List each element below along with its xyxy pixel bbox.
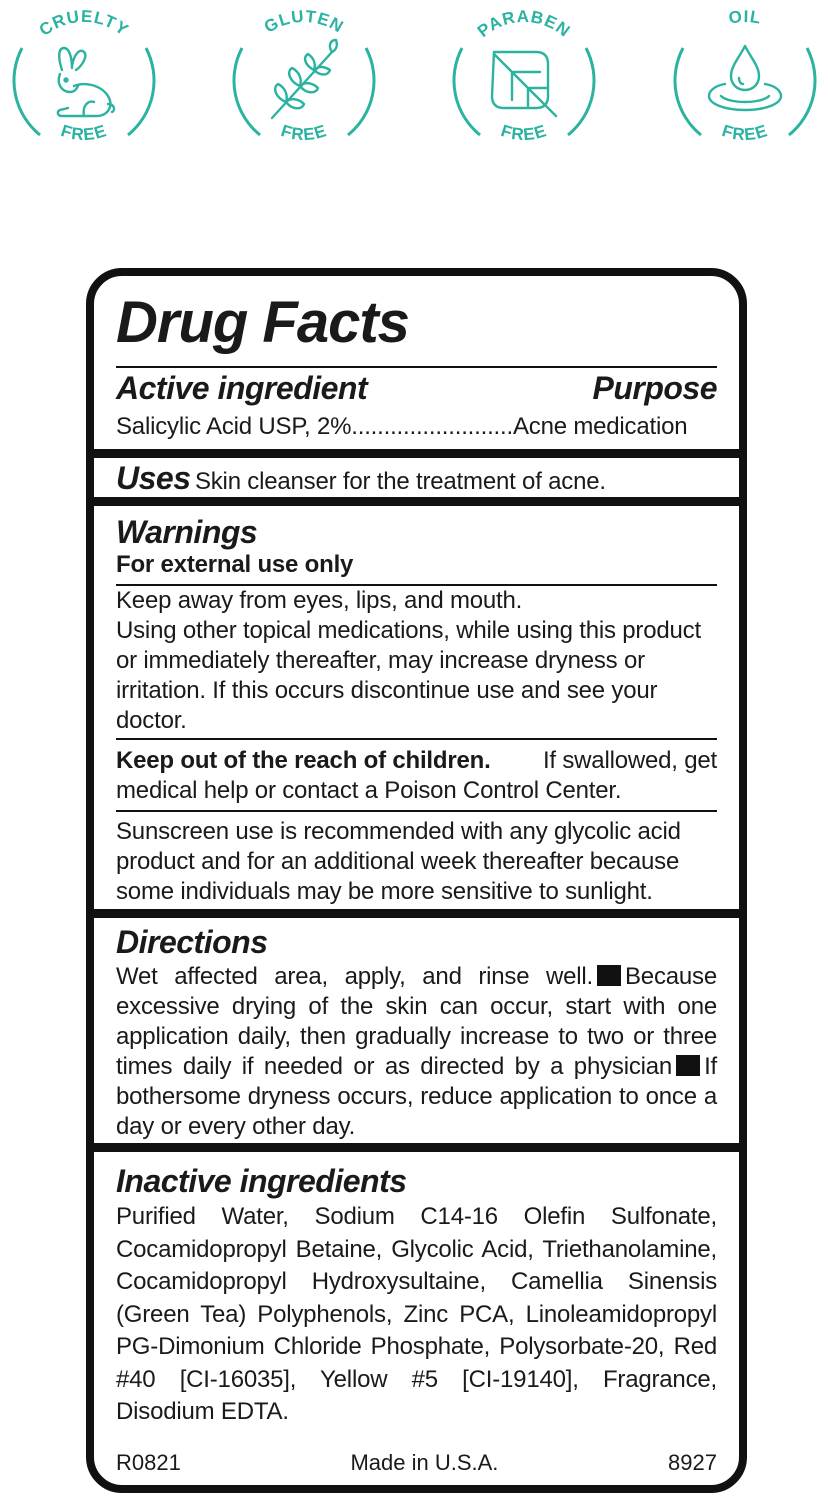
warnings-line: Keep away from eyes, lips, and mouth. (116, 587, 523, 614)
badge-cruelty-free (0, 0, 168, 170)
uses-section (116, 462, 717, 497)
badge-top-label: GLUTEN (260, 6, 348, 37)
section-bar (94, 449, 739, 458)
uses-text: Skin cleanser for the treatment of acne. (194, 468, 606, 495)
badge-top-label: CRUELTY (35, 6, 133, 40)
badge-bottom-label: FREE (498, 121, 550, 145)
oil-drop-icon (709, 46, 781, 110)
directions-part1: Wet affected area, apply, and rinse well. (116, 963, 593, 990)
warnings-line: doctor. (116, 707, 187, 734)
warnings-line: or immediately thereafter, may increase dryness or (116, 647, 645, 674)
section-bar (94, 1143, 739, 1152)
sunscreen-line: product and for an additional week thereafter because (116, 848, 680, 875)
bullet-square-icon (597, 965, 621, 986)
purpose-heading: Purpose (592, 370, 717, 406)
badge-top-label: PARABEN (473, 6, 575, 42)
section-bar (94, 497, 739, 506)
footer-origin: Made in U.S.A. (350, 1450, 499, 1475)
inactive-ingredients-text: Purified Water, Sodium C14-16 Olefin Sulfonate, Cocamidopropyl Betaine, Glycolic Acid, Triethanolamine, Cocamidopropyl Hydroxysultaine, Camellia Sinensis (Green Tea) Polyphenols, Zinc PCA, Linoleamidopropyl PG-Dimonium Chloride Phosphate, Polysorbate-20, Red #40 [CI-16035], Yellow #5 [CI-19140], Fragrance, Disodium EDTA. (116, 1203, 717, 1425)
badge-top-label: OIL (727, 6, 764, 28)
active-ingredient-heading: Active ingredient (116, 370, 368, 406)
badge-paraben-free (440, 0, 608, 170)
sunscreen-line: Sunscreen use is recommended with any glycolic acid (116, 818, 681, 845)
directions-part2: Because excessive drying of the skin can occur, start with one application daily, then gradually increase to two or three times daily if needed or as directed by a physician (116, 963, 717, 1080)
directions-part3: If bothersome dryness occurs, reduce application to once a day or every other day. (116, 1053, 717, 1140)
sunscreen-paragraph (116, 817, 717, 907)
bullet-square-icon (676, 1055, 700, 1076)
children-warning-text: If swallowed, get (542, 747, 717, 774)
active-ingredient-line: Salicylic Acid USP, 2%.........................Acne medication (116, 413, 688, 440)
children-warning-bold: Keep out of the reach of children. (116, 747, 491, 774)
directions-text (116, 962, 717, 1142)
label-footer (116, 1450, 717, 1476)
rabbit-icon (58, 48, 114, 116)
badge-bottom-label: FREE (278, 121, 330, 145)
drug-facts-panel (86, 268, 747, 1493)
uses-heading: Uses (116, 460, 191, 496)
external-use-subheading: For external use only (116, 551, 354, 578)
leaf-icon (492, 52, 556, 116)
drug-facts-title: Drug Facts (116, 290, 409, 355)
sunscreen-line: some individuals may be more sensitive to sunlight. (116, 878, 653, 905)
badge-oil-free (661, 0, 828, 170)
children-warning-line2: medical help or contact a Poison Control Center. (116, 777, 622, 804)
active-ingredient-header (116, 372, 717, 404)
badge-bottom-label: FREE (58, 121, 110, 145)
warnings-paragraph (116, 586, 717, 736)
inactive-ingredients-heading: Inactive ingredients (116, 1163, 407, 1199)
warnings-heading: Warnings (116, 514, 258, 550)
section-bar (94, 909, 739, 918)
warnings-line: irritation. If this occurs discontinue use and see your (116, 677, 658, 704)
footer-number: 8927 (668, 1450, 717, 1475)
directions-heading: Directions (116, 924, 268, 960)
warnings-line: Using other topical medications, while using this product (116, 617, 701, 644)
divider (116, 810, 717, 812)
divider (116, 738, 717, 740)
children-warning (116, 746, 717, 806)
wheat-icon (272, 40, 337, 118)
footer-code: R0821 (116, 1450, 181, 1475)
badge-gluten-free (220, 0, 388, 170)
badge-bottom-label: FREE (719, 121, 771, 145)
divider (116, 366, 717, 368)
